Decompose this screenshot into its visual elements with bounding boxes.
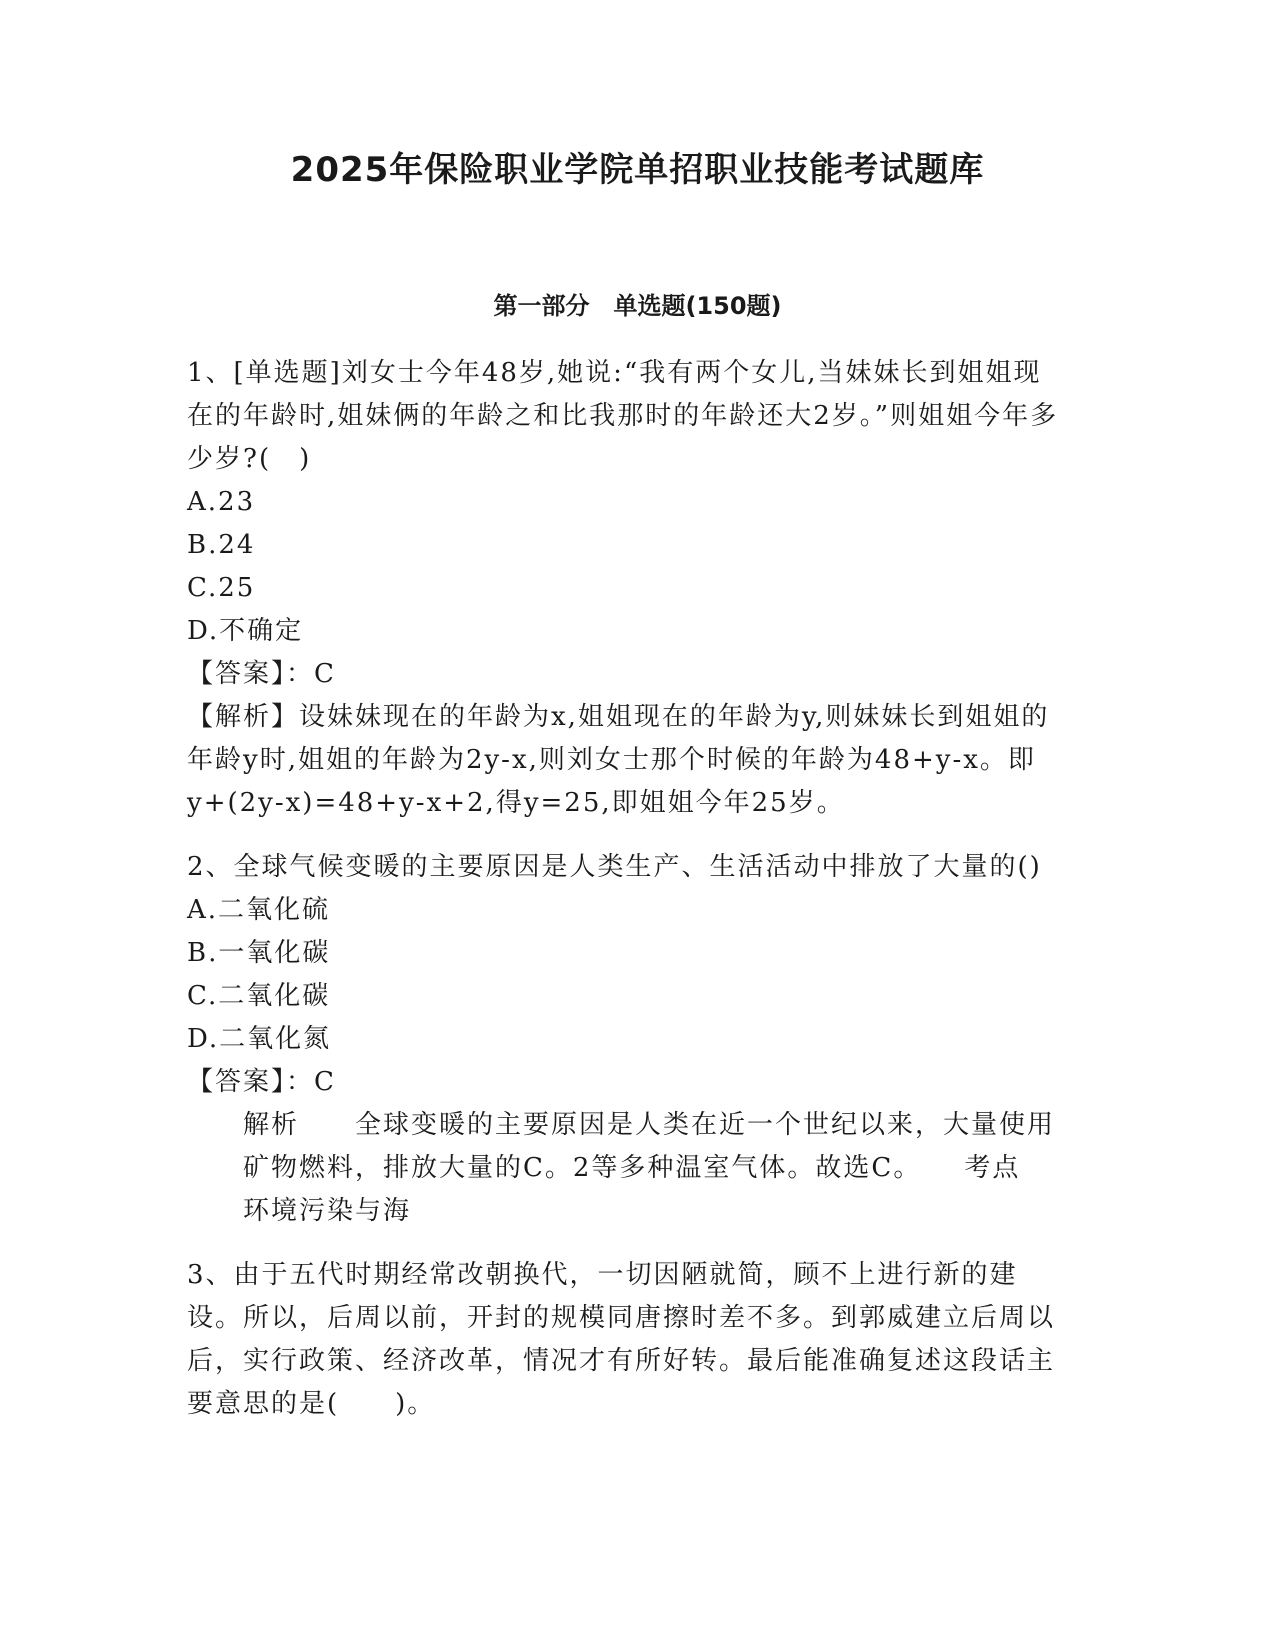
answer: 【答案】：C xyxy=(187,659,336,689)
document-title: 2025年保险职业学院单招职业技能考试题库 xyxy=(290,150,985,190)
explanation: 【解析】设妹妹现在的年龄为x,姐姐现在的年龄为y,则妹妹长到姐姐的年龄y时,姐姐的年龄为2y-x,则刘女士那个时候的年龄为48+y-x。即y+(2y-x)=48+y-x+2,得y=25,即姐姐今年25岁。 xyxy=(187,702,1050,818)
option-a: A.23 xyxy=(187,487,256,517)
option-d: D.二氧化氮 xyxy=(187,1024,332,1054)
explanation: 解析 全球变暖的主要原因是人类在近一个世纪以来，大量使用矿物燃料，排放大量的C。2等多种温室气体。故选C。 考点 环境污染与海 xyxy=(243,1110,1077,1226)
question-1 xyxy=(187,352,1067,825)
section-heading: 第一部分 单选题(150题) xyxy=(493,292,782,320)
question-stem: 1、[单选题]刘女士今年48岁,她说:“我有两个女儿,当妹妹长到姐姐现在的年龄时,姐妹俩的年龄之和比我那时的年龄还大2岁。”则姐姐今年多少岁?( ) xyxy=(187,358,1059,474)
question-3 xyxy=(187,1254,1067,1426)
question-list xyxy=(187,352,1077,1426)
answer: 【答案】：C xyxy=(187,1067,336,1097)
question-2 xyxy=(187,846,1077,1233)
option-b: B.一氧化碳 xyxy=(187,938,331,968)
option-a: A.二氧化硫 xyxy=(187,895,331,925)
question-stem: 2、全球气候变暖的主要原因是人类生产、生活活动中排放了大量的() xyxy=(187,852,1042,882)
option-b: B.24 xyxy=(187,530,256,560)
option-c: C.25 xyxy=(187,573,256,603)
option-c: C.二氧化碳 xyxy=(187,981,331,1011)
option-d: D.不确定 xyxy=(187,616,304,646)
question-stem: 3、由于五代时期经常改朝换代，一切因陋就简，顾不上进行新的建设。所以，后周以前，开封的规模同唐擦时差不多。到郭威建立后周以后，实行政策、经济改革，情况才有所好转。最后能准确复述这段话主要意思的是( )。 xyxy=(187,1260,1056,1419)
